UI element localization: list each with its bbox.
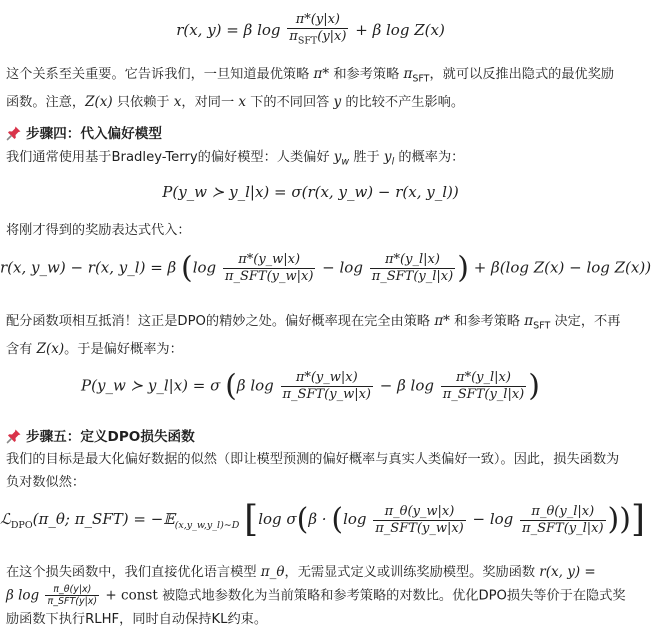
eq5-paren-open2: ( bbox=[331, 502, 344, 537]
eq5-paren-close2: ) bbox=[619, 502, 631, 537]
p4-pi: π bbox=[524, 313, 534, 329]
eq5-f1-den: π_SFT(y_w|x) bbox=[375, 520, 464, 536]
eq1-den-tail: (y|x) bbox=[317, 29, 347, 44]
paragraph-conclusion bbox=[6, 561, 626, 631]
p5-line1: 我们的目标是最大化偏好数据的似然（即让模型预测的偏好概率与真实人类偏好一致）。因此，损失函数为 bbox=[6, 452, 620, 467]
p6-beta-log: β log bbox=[6, 587, 44, 604]
eq3-minus-log: − log bbox=[317, 258, 368, 277]
p1-text-a: 这个关系至关重要。它告诉我们，一旦知道最优策略 bbox=[6, 67, 314, 82]
eq1-frac-den bbox=[287, 29, 348, 50]
equation-dpo-loss bbox=[0, 499, 646, 540]
eq5-log1: log bbox=[343, 510, 372, 528]
eq3-left-paren: ( bbox=[181, 250, 193, 286]
p4-zx: Z(x) bbox=[36, 340, 65, 357]
paragraph-cancel bbox=[6, 310, 621, 361]
p4-pi-sub: SFT bbox=[533, 320, 551, 332]
p6-const: + const bbox=[101, 587, 158, 604]
p6-frac-den: π_SFT(y|x) bbox=[47, 596, 98, 607]
p1-pi-sft-sub: SFT bbox=[412, 73, 430, 85]
eq5-log-sigma: log σ bbox=[258, 510, 297, 528]
paragraph-objective bbox=[6, 448, 620, 494]
p1-pi-star: π* bbox=[313, 66, 330, 82]
p6-frac-num: π_θ(y|x) bbox=[45, 584, 99, 596]
heading-step5 bbox=[6, 428, 195, 446]
eq3-f1-num: π*(y_w|x) bbox=[223, 252, 315, 269]
step5-title: 步骤五：定义DPO损失函数 bbox=[26, 429, 195, 445]
eq5-paren-open1: ( bbox=[296, 502, 309, 537]
p1-text-d: 函数。注意， bbox=[6, 94, 86, 110]
eq3-f2-num: π*(y_l|x) bbox=[370, 252, 456, 269]
eq4-frac1 bbox=[281, 370, 373, 403]
eq5-paren-close1: ) bbox=[607, 502, 620, 537]
eq4-beta-log: β log bbox=[236, 376, 279, 395]
p1-pi-sft: π bbox=[403, 66, 413, 82]
eq4-left-paren: ( bbox=[225, 368, 237, 404]
eq4-mid: − β log bbox=[374, 376, 439, 395]
p1-x2: x bbox=[238, 93, 246, 110]
eq4-right-paren: ) bbox=[528, 368, 540, 404]
p1-x: x bbox=[173, 93, 182, 110]
eq3-right-paren: ) bbox=[457, 250, 469, 286]
p1-text-e: 只依赖于 bbox=[112, 94, 174, 110]
equation-preference-prob bbox=[0, 370, 621, 403]
paragraph-substitute: 将刚才得到的奖励表达式代入： bbox=[6, 223, 191, 238]
p4-text-c: 决定，不再 bbox=[550, 314, 621, 329]
eq4-lhs: P(y_w ≻ y_l|x) = σ bbox=[81, 376, 221, 395]
eq1-fraction bbox=[287, 12, 348, 50]
p4-text-d: 含有 bbox=[6, 341, 37, 357]
p6-r: r(x, y) = bbox=[539, 564, 596, 580]
p1-text-f: ，对同一 bbox=[181, 94, 239, 110]
eq3-f1-den: π_SFT(y_w|x) bbox=[224, 269, 314, 284]
p6-pi-theta: π_θ bbox=[260, 564, 285, 580]
p6-text-a: 在这个损失函数中，我们直接优化语言模型 bbox=[6, 565, 261, 580]
eq4-f2-num: π*(y_l|x) bbox=[441, 370, 527, 387]
eq5-exp-sub: (x,y_w,y_l)∼D bbox=[174, 520, 240, 531]
heading-step4 bbox=[6, 125, 162, 143]
eq5-f2-den: π_SFT(y_l|x) bbox=[522, 520, 604, 536]
eq5-lhs: ℒ bbox=[0, 510, 11, 528]
eq4-f2-den: π_SFT(y_l|x) bbox=[442, 387, 525, 402]
eq1-lhs: r(x, y) = bbox=[176, 20, 244, 39]
eq5-f1-num: π_θ(y_w|x) bbox=[373, 504, 465, 521]
p2-text-b: 胜于 bbox=[349, 150, 384, 165]
p4-text-a: 配分函数项相互抵消！这正是DPO的精妙之处。偏好概率现在完全由策略 bbox=[6, 314, 435, 329]
p2-yw: y bbox=[333, 149, 342, 165]
p6-text-b: ，无需显式定义或训练奖励模型。奖励函数 bbox=[284, 565, 540, 580]
equation-reward-diff bbox=[0, 250, 651, 286]
equation-reward bbox=[0, 12, 621, 50]
eq4-frac2 bbox=[441, 370, 527, 403]
eq5-args: (π_θ; π_SFT) = −𝔼 bbox=[32, 510, 175, 528]
p1-text-h: 的比较不产生影响。 bbox=[341, 94, 465, 110]
eq5-left-bracket: [ bbox=[244, 499, 259, 540]
p6-line3: 励函数下执行RLHF，同时自动保持KL约束。 bbox=[6, 611, 268, 627]
p1-zx: Z(x) bbox=[85, 93, 113, 110]
eq4-f1-num: π*(y_w|x) bbox=[281, 370, 373, 387]
step4-title: 步骤四：代入偏好模型 bbox=[26, 126, 162, 142]
eq3-f2-den: π_SFT(y_l|x) bbox=[371, 269, 454, 284]
p1-text-g: 下的不同回答 bbox=[246, 94, 334, 110]
eq3-frac2 bbox=[370, 252, 456, 285]
eq3-tail: + β(log Z(x) − log Z(x)) bbox=[468, 258, 651, 277]
p6-text-c: 被隐式地参数化为当前策略和参考策略的对数比。优化DPO损失等价于在隐式奖 bbox=[157, 588, 626, 604]
equation-bt: P(y_w ≻ y_l|x) = σ(r(x, y_w) − r(x, y_l)) bbox=[162, 183, 459, 201]
eq5-frac2 bbox=[520, 504, 606, 537]
eq5-beta-dot: β · bbox=[308, 510, 332, 528]
eq1-den-pi: π bbox=[289, 29, 298, 44]
paragraph-bt-model bbox=[6, 146, 612, 174]
p2-text-a: 我们通常使用基于Bradley-Terry的偏好模型：人类偏好 bbox=[6, 150, 334, 165]
pushpin-icon bbox=[6, 428, 22, 444]
p1-text-b: 和参考策略 bbox=[329, 67, 404, 82]
pushpin-icon bbox=[6, 125, 22, 141]
eq1-tail: + β log Z(x) bbox=[350, 20, 445, 39]
p5-line2: 负对数似然： bbox=[6, 475, 86, 490]
p4-text-b: 和参考策略 bbox=[449, 314, 525, 329]
eq1-frac-num: π*(y|x) bbox=[287, 12, 348, 29]
eq5-right-bracket: ] bbox=[630, 499, 646, 540]
paragraph-relation bbox=[6, 63, 615, 114]
p2-yw-sub: w bbox=[341, 156, 350, 168]
p6-frac bbox=[45, 584, 99, 607]
eq3-log1: log bbox=[192, 258, 221, 277]
eq3-lhs: r(x, y_w) − r(x, y_l) = β bbox=[0, 258, 177, 277]
eq1-beta-log: β log bbox=[243, 20, 286, 39]
eq1-den-sub: SFT bbox=[297, 35, 318, 47]
eq4-f1-den: π_SFT(y_w|x) bbox=[282, 387, 371, 402]
p1-y: y bbox=[333, 93, 342, 110]
eq3-frac1 bbox=[223, 252, 315, 285]
p1-text-c: ，就可以反推出隐式的最优奖励 bbox=[429, 67, 615, 82]
eq5-f2-num: π_θ(y_l|x) bbox=[520, 504, 606, 521]
p2-yl: y bbox=[383, 149, 392, 165]
eq5-minus-log: − log bbox=[467, 510, 519, 528]
eq5-lhs-sub: DPO bbox=[10, 520, 33, 531]
p4-text-e: 。于是偏好概率为： bbox=[64, 341, 183, 357]
p4-pi-star: π* bbox=[434, 313, 450, 329]
eq5-frac1 bbox=[373, 504, 465, 537]
p2-text-c: 的概率为： bbox=[394, 150, 465, 165]
p2-yl-sub: l bbox=[391, 156, 395, 168]
